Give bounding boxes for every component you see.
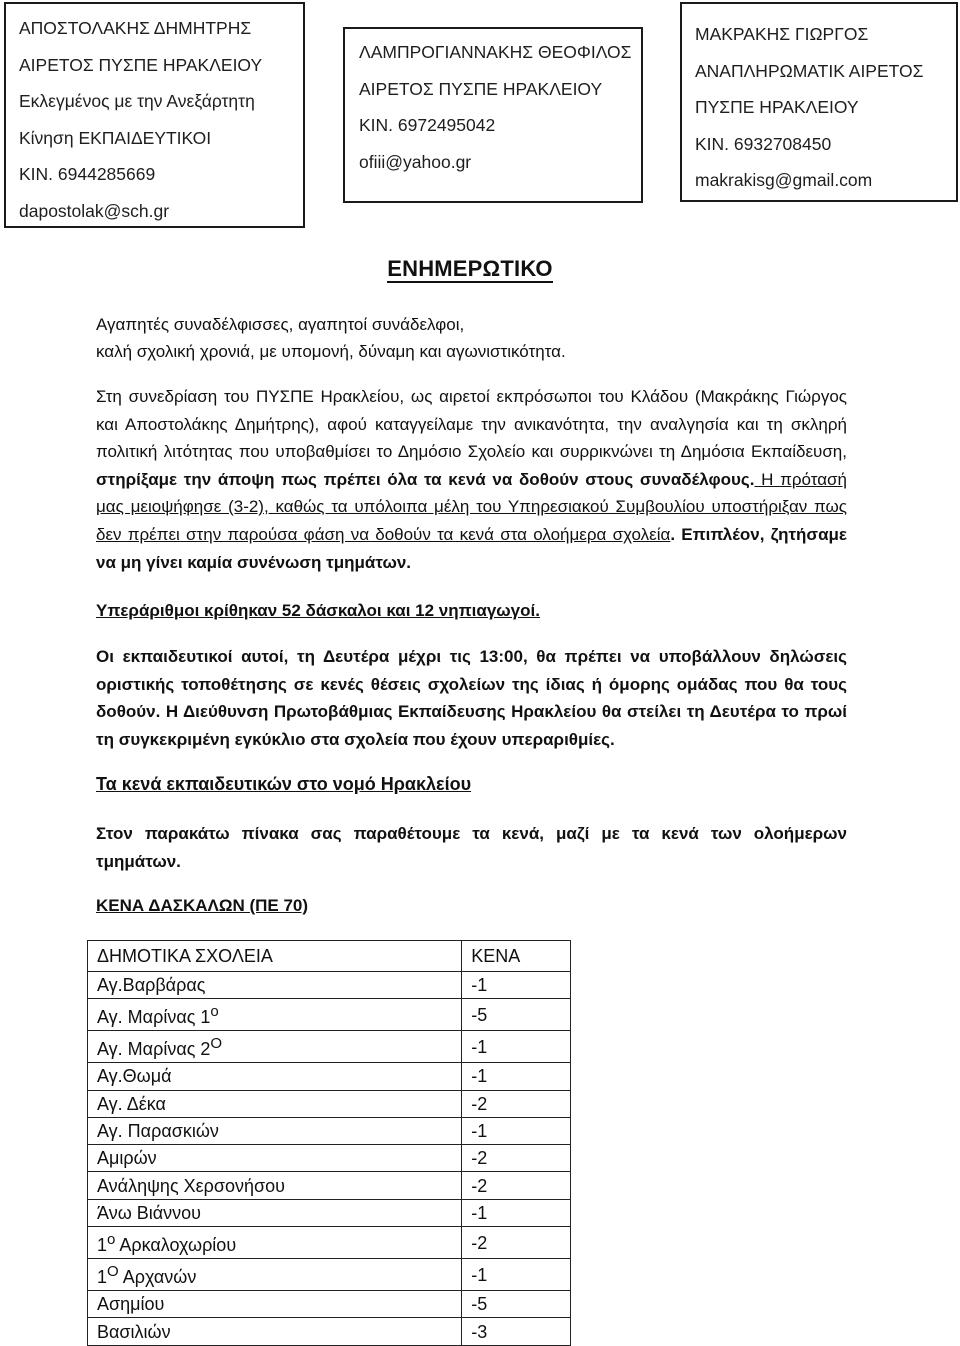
- contact-email: makrakisg@gmail.com: [695, 170, 873, 190]
- school-name: Άνω Βιάννου: [97, 1202, 202, 1223]
- paragraph-table-intro: Στον παρακάτω πίνακα σας παραθέτουμε τα κενά, μαζί με τα κενά των ολοήμερων τμημάτων.: [96, 824, 847, 871]
- table-row: [88, 999, 571, 1031]
- school-ordinal: 1: [97, 1235, 108, 1256]
- school-cell: [88, 1117, 462, 1144]
- contact-email: dapostolak@sch.gr: [19, 200, 170, 221]
- vacancy-cell: -1: [462, 1031, 571, 1063]
- paragraph-text: Στη συνεδρίαση του ΠΥΣΠΕ Ηρακλείου, ως αιρετοί εκπρόσωποι του Κλάδου (Μακράκης Γιώργος και Αποστολάκης Δημήτρης), αφού καταγγείλαμε την ανικανότητα, την αναλγησία και τη σκληρή πολιτική λιτότητας που υποβαθμίσει το Δημόσιο Σχολείο και συρρικνώνει τη Δημόσια Εκπαίδευση,: [96, 387, 847, 462]
- table-header-cell: ΔΗΜΟΤΙΚΑ ΣΧΟΛΕΙΑ: [88, 941, 462, 972]
- contact-line: Εκλεγμένος με την Ανεξάρτητη: [19, 91, 255, 111]
- school-name: Βασιλιών: [97, 1321, 171, 1342]
- vacancy-cell: -1: [462, 1117, 571, 1144]
- contact-line: ΑΙΡΕΤΟΣ ΠΥΣΠΕ ΗΡΑΚΛΕΙΟΥ: [19, 54, 263, 75]
- surplus-statement: [96, 597, 847, 625]
- school-name: Αρκαλοχωρίου: [115, 1235, 237, 1256]
- school-name: Αγ. Παρασκιών: [97, 1121, 219, 1142]
- vacancy-cell: -2: [462, 1145, 571, 1172]
- paragraph-bold-text: στηρίξαμε την άποψη πως πρέπει όλα τα κενά να δοθούν στους συναδέλφους.: [96, 469, 755, 489]
- section-heading-vacancies: Τα κενά εκπαιδευτικών στο νομό Ηρακλείου: [96, 774, 472, 794]
- contact-box-makrakis: [680, 2, 958, 202]
- school-cell: [88, 1199, 462, 1226]
- ordinal-superscript: ο: [107, 1231, 116, 1249]
- table-row: [88, 1259, 571, 1291]
- school-name: Αγ. Δέκα: [97, 1093, 166, 1114]
- contact-line: ΠΥΣΠΕ ΗΡΑΚΛΕΙΟΥ: [695, 97, 859, 117]
- contact-line: ΑΝΑΠΛΗΡΩΜΑΤΙΚ ΑΙΡΕΤΟΣ: [695, 60, 924, 81]
- vacancy-cell: -5: [462, 999, 571, 1031]
- section-heading-teachers: ΚΕΝΑ ΔΑΣΚΑΛΩΝ (ΠΕ 70): [96, 896, 309, 915]
- contact-line: ΛΑΜΠΡΟΓΙΑΝΝΑΚΗΣ ΘΕΟΦΙΛΟΣ: [359, 42, 632, 62]
- vacancy-cell: -1: [462, 1199, 571, 1226]
- table-row: [88, 1031, 571, 1063]
- school-cell: [88, 1291, 462, 1318]
- contact-phone: ΚΙΝ. 6932708450: [695, 133, 832, 154]
- contact-box-lamprogiannakis: [343, 27, 643, 203]
- vacancy-cell: -2: [462, 1090, 571, 1117]
- school-cell: [88, 1090, 462, 1117]
- school-cell: [88, 1227, 462, 1259]
- school-name: Αγ.Θωμά: [97, 1066, 172, 1087]
- school-name: Αγ. Μαρίνας 2: [97, 1039, 211, 1060]
- vacancy-cell: -2: [462, 1227, 571, 1259]
- contact-phone: ΚΙΝ. 6972495042: [359, 115, 496, 135]
- paragraph-bold-text: . Επιπλέον, ζητήσαμε να μη γίνει καμία συνένωση τμημάτων.: [96, 524, 847, 572]
- ordinal-superscript: Ο: [210, 1035, 223, 1053]
- ordinal-superscript: ο: [210, 1003, 219, 1021]
- school-name: Αμιρών: [97, 1148, 157, 1169]
- school-cell: [88, 999, 462, 1031]
- vacancy-cell: -1: [462, 1063, 571, 1090]
- contact-line: ΑΙΡΕΤΟΣ ΠΥΣΠΕ ΗΡΑΚΛΕΙΟΥ: [359, 78, 603, 99]
- contact-line: ΑΠΟΣΤΟΛΑΚΗΣ ΔΗΜΗΤΡΗΣ: [19, 18, 252, 38]
- table-row: [88, 1172, 571, 1199]
- table-header-cell: ΚΕΝΑ: [462, 941, 571, 972]
- table-row: [88, 1063, 571, 1090]
- vacancy-cell: -2: [462, 1172, 571, 1199]
- school-cell: [88, 972, 462, 999]
- school-name: Αρχανών: [118, 1267, 197, 1288]
- page-title-text: ΕΝΗΜΕΡΩΤΙΚΟ: [387, 256, 553, 281]
- greeting-line: Αγαπητές συναδέλφισσες, αγαπητοί συνάδελφοι,: [96, 315, 465, 334]
- contact-email: ofiii@yahoo.gr: [359, 151, 472, 172]
- school-cell: [88, 1172, 462, 1199]
- vacancy-cell: -1: [462, 972, 571, 999]
- table-row: [88, 1318, 571, 1345]
- table-row: [88, 972, 571, 999]
- surplus-text: Υπεράριθμοι κρίθηκαν 52 δάσκαλοι και 12 νηπιαγωγοί.: [96, 601, 540, 620]
- vacancy-cell: -5: [462, 1291, 571, 1318]
- school-name: Αγ. Μαρίνας 1: [97, 1007, 211, 1028]
- table-row: [88, 1291, 571, 1318]
- greeting: [96, 311, 846, 365]
- table-header-row: [88, 941, 571, 972]
- table-row: [88, 1199, 571, 1226]
- contact-line: Κίνηση ΕΚΠΑΙΔΕΥΤΙΚΟΙ: [19, 127, 212, 148]
- greeting-line: καλή σχολική χρονιά, με υπομονή, δύναμη και αγωνιστικότητα.: [96, 342, 566, 361]
- contact-phone: ΚΙΝ. 6944285669: [19, 164, 156, 184]
- paragraph-meeting: [96, 383, 847, 576]
- contact-line: ΜΑΚΡΑΚΗΣ ΓΙΩΡΓΟΣ: [695, 24, 869, 44]
- school-cell: [88, 1259, 462, 1291]
- vacancies-table: [87, 940, 571, 1346]
- school-name: Αγ.Βαρβάρας: [97, 975, 206, 996]
- school-name: Ανάληψης Χερσονήσου: [97, 1175, 285, 1196]
- school-cell: [88, 1063, 462, 1090]
- table-row: [88, 1145, 571, 1172]
- paragraph-underlined-text: Η πρότασή μας μειοψήφησε (3-2), καθώς τα υπόλοιπα μέλη του Υπηρεσιακού Συμβουλίου υποστήριξαν πως δεν πρέπει στην παρούσα φάση να δοθούν τα κενά στα ολοήμερα σχολεία: [96, 469, 847, 544]
- school-cell: [88, 1145, 462, 1172]
- table-row: [88, 1090, 571, 1117]
- school-cell: [88, 1318, 462, 1345]
- vacancy-cell: -1: [462, 1259, 571, 1291]
- school-name: Ασημίου: [97, 1294, 165, 1315]
- paragraph-declarations: Οι εκπαιδευτικοί αυτοί, τη Δευτέρα μέχρι τις 13:00, θα πρέπει να υποβάλλουν δηλώσεις οριστικής τοποθέτησης σε κενές θέσεις σχολείων της ίδιας ή όμορης ομάδας που θα τους δοθούν. Η Διεύθυνση Πρωτοβάθμιας Εκπαίδευσης Ηρακλείου θα στείλει τη Δευτέρα το πρωί τη συγκεκριμένη εγκύκλιο στα σχολεία που έχουν υπεραριθμίες.: [96, 647, 847, 749]
- page-title: [0, 256, 940, 282]
- school-cell: [88, 1031, 462, 1063]
- ordinal-superscript: Ο: [107, 1263, 119, 1281]
- table-row: [88, 1117, 571, 1144]
- table-row: [88, 1227, 571, 1259]
- school-ordinal: 1: [97, 1267, 108, 1288]
- contact-box-apostolakis: [4, 2, 305, 228]
- vacancy-cell: -3: [462, 1318, 571, 1345]
